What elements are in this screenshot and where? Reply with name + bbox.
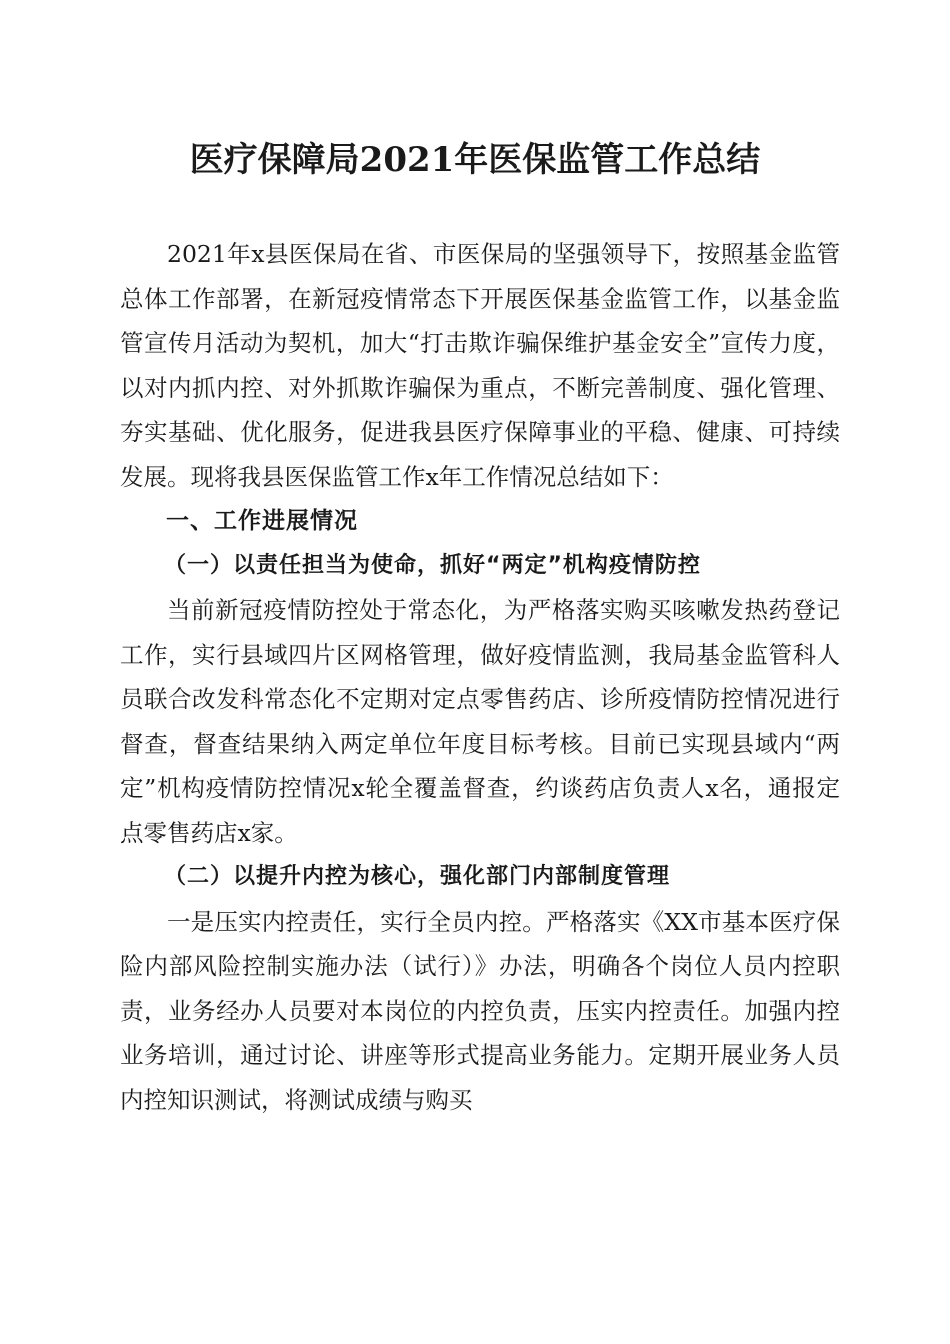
subsection-heading-2: （二）以提升内控为核心，强化部门内部制度管理 (164, 864, 671, 889)
document-title: 医疗保障局2021年医保监管工作总结 (189, 140, 761, 180)
body-paragraph-internal-control: 一是压实内控责任，实行全员内控。严格落实《XX市基本医疗保险内部风险控制实施办法（试行）》办法，明确各个岗位人员内控职责，业务经办人员要对本岗位的内控负责，压实内控责任。加强内控业务培训，通过讨论、讲座等形式提高业务能力。定期开展业务人员内控知识测试，将测试成绩与购买 (120, 907, 840, 1114)
intro-paragraph: 2021年x县医保局在省、市医保局的坚强领导下，按照基金监管总体工作部署，在新冠疫情常态下开展医保基金监管工作，以基金监管宣传月活动为契机，加大“打击欺诈骗保维护基金安全”宣传力度，以对内抓内控、对外抓欺诈骗保为重点，不断完善制度、强化管理、夯实基础、优化服务，促进我县医疗保障事业的平稳、健康、可持续发展。现将我县医保监管工作x年工作情况总结如下： (120, 240, 840, 491)
body-paragraph-epidemic: 当前新冠疫情防控处于常态化，为严格落实购买咳嗽发热药登记工作，实行县域四片区网格管理，做好疫情监测，我局基金监管科人员联合改发科常态化不定期对定点零售药店、诊所疫情防控情况进行督查，督查结果纳入两定单位年度目标考核。目前已实现县域内“两定”机构疫情防控情况x轮全覆盖督查，约谈药店负责人x名，通报定点零售药店x家。 (120, 596, 840, 847)
section-heading-1: 一、工作进展情况 (166, 508, 358, 534)
document-body (120, 232, 840, 1122)
subsection-heading-1: （一）以责任担当为使命，抓好“两定”机构疫情防控 (164, 552, 701, 578)
